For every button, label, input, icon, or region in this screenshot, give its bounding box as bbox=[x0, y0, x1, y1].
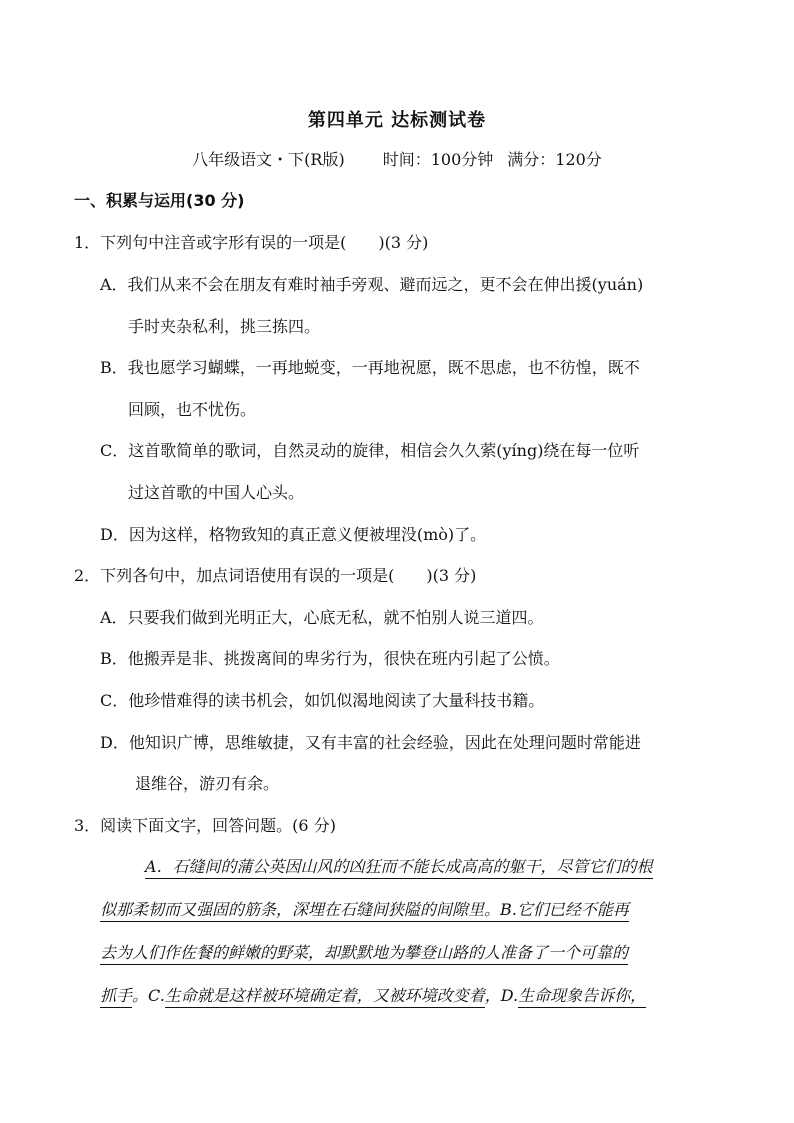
passage-line-4 bbox=[100, 985, 722, 1007]
passage-line-2 bbox=[100, 899, 722, 921]
question-1-option-d: D．因为这样，格物致知的真正意义便被埋没(mò)了。 bbox=[100, 525, 487, 544]
question-2-option-a: A．只要我们做到光明正大，心底无私，就不怕别人说三道四。 bbox=[100, 608, 544, 627]
exam-info bbox=[0, 147, 794, 170]
passage-line-4-e: 生命现象告诉你， bbox=[518, 986, 646, 1008]
question-1-option-b: B．我也愿学习蝴蝶，一再地蜕变，一再地祝愿，既不思虑，也不彷惶，既不 bbox=[100, 358, 640, 377]
question-1-stem: 1．下列句中注音或字形有误的一项是( )(3 分) bbox=[74, 233, 429, 252]
passage-line-1 bbox=[145, 856, 723, 878]
question-1-option-c: C．这首歌简单的歌词，自然灵动的旋律，相信会久久萦(yíng)绕在每一位听 bbox=[100, 441, 640, 460]
question-1-option-a-cont: 手时夹杂私利，挑三拣四。 bbox=[128, 317, 321, 336]
passage-line-3-text: 去为人们作佐餐的鲜嫩的野菜，却默默地为攀登山路的人准备了一个可靠的 bbox=[100, 943, 628, 965]
passage-line-1-text: A．石缝间的蒲公英因山风的凶狂而不能长成高高的躯干，尽管它们的根 bbox=[145, 857, 653, 879]
passage-line-4-a: 抓手 bbox=[100, 986, 132, 1008]
score-label: 满分：120分 bbox=[507, 150, 602, 169]
question-2-stem: 2．下列各句中，加点词语使用有误的一项是( )(3 分) bbox=[74, 566, 477, 585]
question-2-option-b: B．他搬弄是非、挑拨离间的卑劣行为，很快在班内引起了公愤。 bbox=[100, 649, 560, 668]
question-1-option-a: A．我们从来不会在朋友有难时袖手旁观、避而远之，更不会在伸出援(yuán) bbox=[100, 275, 644, 294]
passage-line-4-c: 生命就是这样被环境确定着，又被环境改变着 bbox=[165, 986, 485, 1008]
question-2-option-d-cont: 退维谷，游刃有余。 bbox=[135, 774, 280, 793]
question-1-option-b-cont: 回顾，也不忧伤。 bbox=[128, 400, 257, 419]
time-label: 时间：100分钟 bbox=[382, 150, 494, 169]
grade-label: 八年级语文・下(R版) bbox=[192, 150, 345, 169]
passage-line-4-d: ，D. bbox=[484, 986, 519, 1005]
passage-line-3 bbox=[100, 942, 722, 964]
question-3-stem: 3．阅读下面文字，回答问题。(6 分) bbox=[74, 816, 336, 835]
page-title: 第四单元 达标测试卷 bbox=[307, 110, 487, 131]
section-heading: 一、积累与运用(30 分) bbox=[74, 191, 245, 210]
question-1-option-c-cont: 过这首歌的中国人心头。 bbox=[128, 483, 305, 502]
question-2-option-d: D．他知识广博，思维敏捷，又有丰富的社会经验，因此在处理问题时常能进 bbox=[100, 733, 641, 752]
passage-line-4-b: 。C. bbox=[132, 986, 165, 1005]
passage-line-2-text: 似那柔韧而又强固的筋条，深埋在石缝间狭隘的间隙里。B.它们已经不能再 bbox=[100, 900, 629, 922]
question-2-option-c: C．他珍惜难得的读书机会，如饥似渴地阅读了大量科技书籍。 bbox=[100, 691, 545, 710]
